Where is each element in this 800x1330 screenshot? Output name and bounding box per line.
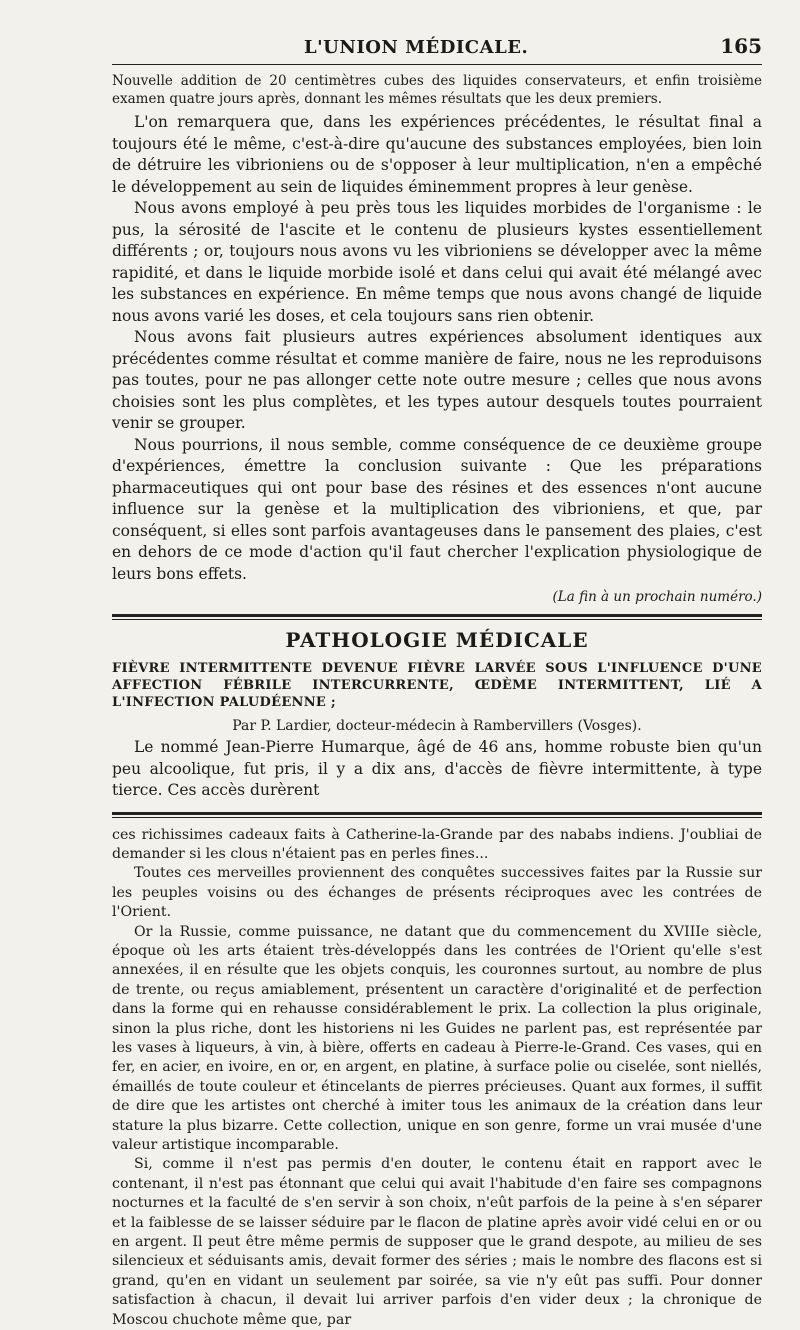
running-header xyxy=(112,34,762,60)
paragraph-2: Nous avons employé à peu près tous les liquides morbides de l'organisme : le pus, la sérosité de l'ascite et le contenu de plusieurs kystes essentiellement différents ; or, toujours nous avons vu les vibrioniens se développer avec la même rapidité, et dans le liquide morbide isolé et dans celui qui avait été mélangé avec les substances en expérience. En même temps que nous avons changé de liquide nous avons varié les doses, et cela toujours sans rien obtenir. xyxy=(112,198,762,327)
case-paragraph: Le nommé Jean-Pierre Humarque, âgé de 46 ans, homme robuste bien qu'un peu alcoolique, fut pris, il y a dix ans, d'accès de fièvre intermittente, à type tierce. Ces accès durèrent xyxy=(112,737,762,802)
author-byline: Par P. Lardier, docteur-médecin à Rambervillers (Vosges). xyxy=(112,715,762,737)
feuilleton-paragraph-3: Or la Russie, comme puissance, ne datant que du commencement du XVIIIe siècle, époque où les arts étaient très-développés dans les contrées de l'Orient qu'elle s'est annexées, il en résulte que les objets conquis, les couronnes surtout, au nombre de plus de trente, ou reçus amiablement, présentent un caractère d'originalité et de perfection dans la forme qui en rehausse considérablement le prix. La collection la plus originale, sinon la plus riche, dont les historiens ni les Guides ne parlent pas, est représentée par les vases à liqueurs, à vin, à bière, offerts en cadeau à Pierre-le-Grand. Ces vases, qui en fer, en acier, en ivoire, en or, en argent, en platine, à surface polie ou ciselée, sont niellés, émaillés de toute couleur et étincelants de pierres précieuses. Quant aux formes, il suffit de dire que les artistes ont cherché à imiter tous les animaux de la création dans leur stature la plus bizarre. Cette collection, unique en son genre, forme un vrai musée d'une valeur artistique incomparable. xyxy=(112,923,762,1156)
paragraph-4: Nous pourrions, il nous semble, comme conséquence de ce deuxième groupe d'expériences, émettre la conclusion suivante : Que les préparations pharmaceutiques qui ont pour base des résines et des essences n'ont aucune influence sur la genèse et la multiplication des vibrioniens, et que, par conséquent, si elles sont parfois avantageuses dans le pansement des plaies, c'est en dehors de ce mode d'action qu'il faut chercher l'explication physiologique de leurs bons effets. xyxy=(112,435,762,586)
feuilleton-paragraph-4: Si, comme il n'est pas permis d'en douter, le contenu était en rapport avec le contenant, il n'est pas étonnant que celui qui avait l'habitude d'en faire ses compagnons nocturnes et la faculté de s'en servir à son choix, n'eût parfois de la peine à s'en séparer et la faiblesse de se laisser séduire par le flacon de platine après avoir vidé celui en or ou en argent. Il peut être même permis de supposer que le grand despote, au milieu de ses silencieux et séduisants amis, devait former des séries ; mais le nombre des flacons est si grand, qu'en en vidant un seulement par soirée, sa vie n'y eût pas suffi. Pour donner satisfaction à chacun, il devait lui arriver parfois d'en vider deux ; la chronique de Moscou chuchote même que, par xyxy=(112,1155,762,1330)
feuilleton-paragraph-2: Toutes ces merveilles proviennent des conquêtes successives faites par la Russie sur les peuples voisins ou des échanges de présents réciproques avec les contrées de l'Orient. xyxy=(112,864,762,922)
continuation-note: (La fin à un prochain numéro.) xyxy=(112,587,762,607)
article-subheading: FIÈVRE INTERMITTENTE DEVENUE FIÈVRE LARVÉE SOUS L'INFLUENCE D'UNE AFFECTION FÉBRILE INTERCURRENTE, ŒDÈME INTERMITTENT, LIÉ A L'INFECTION PALUDÉENNE ; xyxy=(112,660,762,711)
feuilleton-rule xyxy=(112,812,762,818)
intro-note: Nouvelle addition de 20 centimètres cubes des liquides conservateurs, et enfin troisième examen quatre jours après, donnant les mêmes résultats que les deux premiers. xyxy=(112,73,762,108)
article-body xyxy=(112,112,762,585)
section-title: PATHOLOGIE MÉDICALE xyxy=(112,628,762,652)
section-rule xyxy=(112,614,762,620)
feuilleton xyxy=(112,826,762,1330)
page-number: 165 xyxy=(720,34,762,58)
header-rule xyxy=(112,64,762,65)
feuilleton-paragraph-1: ces richissimes cadeaux faits à Catherine-la-Grande par des nababs indiens. J'oubliai de demander si les clous n'étaient pas en perles fines... xyxy=(112,826,762,865)
paragraph-3: Nous avons fait plusieurs autres expériences absolument identiques aux précédentes comme résultat et comme manière de faire, nous ne les reproduisons pas toutes, pour ne pas allonger cette note outre mesure ; celles que nous avons choisies sont les plus complètes, et les types autour desquels toutes pourraient venir se grouper. xyxy=(112,327,762,435)
paragraph-1: L'on remarquera que, dans les expériences précédentes, le résultat final a toujours été le même, c'est-à-dire qu'aucune des substances employées, bien loin de détruire les vibrioniens ou de s'opposer à leur multiplication, n'en a empêché le développement au sein de liquides éminemment propres à leur genèse. xyxy=(112,112,762,198)
journal-title: L'UNION MÉDICALE. xyxy=(112,37,720,58)
